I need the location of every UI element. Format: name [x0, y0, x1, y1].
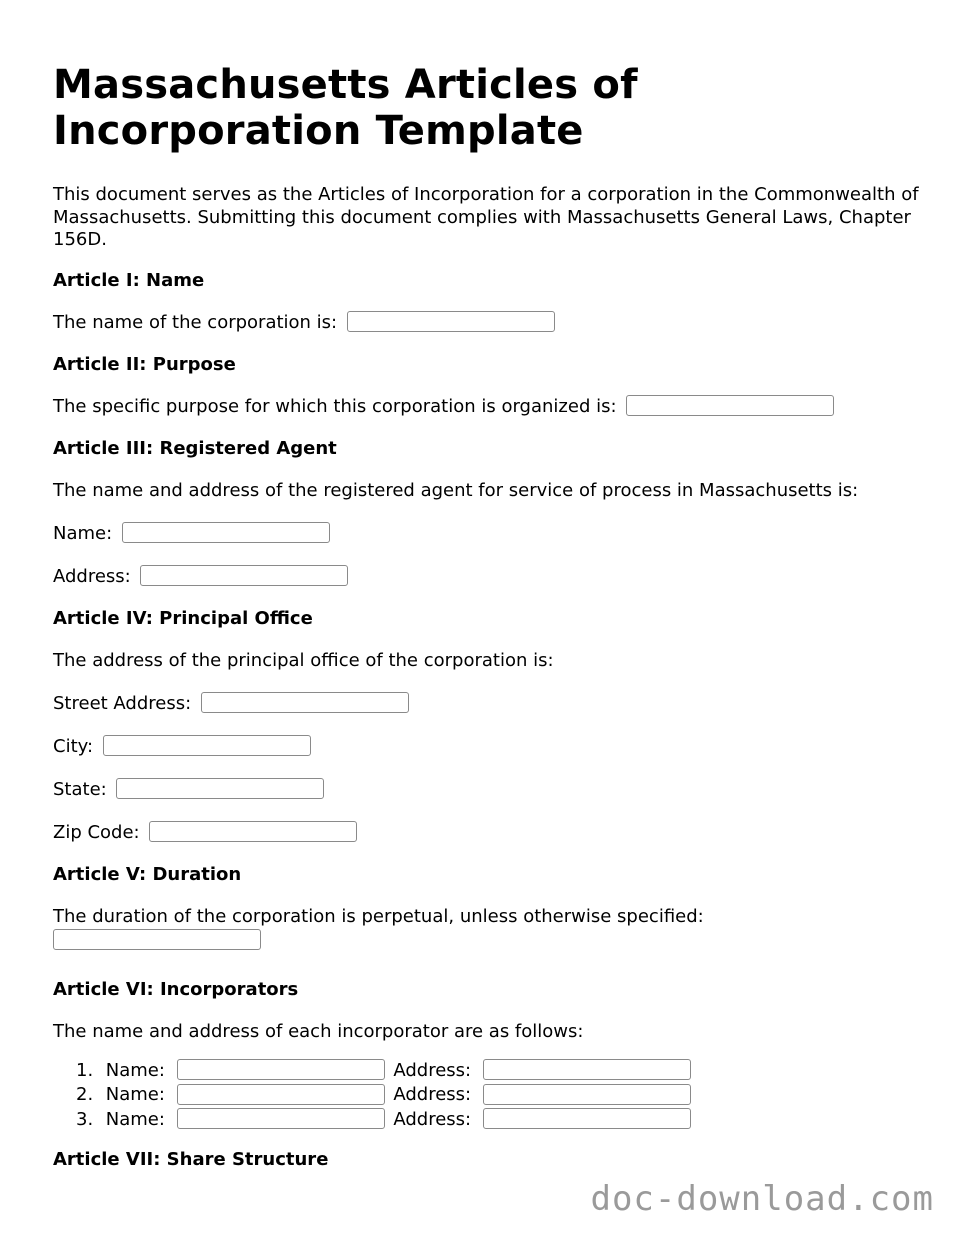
street-row — [53, 692, 923, 716]
office-text: The address of the principal office of the corporation is: — [53, 649, 554, 671]
incorporator-3-address-input[interactable] — [483, 1108, 691, 1129]
state-row — [53, 778, 923, 802]
zip-input[interactable] — [149, 821, 357, 842]
incorporator-name-label: Name: — [105, 1059, 165, 1081]
watermark: doc-download.com — [590, 1179, 934, 1219]
document-title: Massachusetts Articles of Incorporation Template — [53, 62, 638, 154]
incorporators-list — [53, 1059, 923, 1133]
street-input[interactable] — [201, 692, 409, 713]
street-label: Street Address: — [53, 692, 192, 714]
zip-row — [53, 821, 923, 845]
corporation-name-label: The name of the corporation is: — [53, 311, 338, 333]
zip-label: Zip Code: — [53, 821, 140, 843]
city-label: City: — [53, 735, 94, 757]
incorporator-number: 1. — [76, 1059, 94, 1081]
incorporator-row — [76, 1059, 923, 1084]
incorporator-address-label: Address: — [393, 1059, 472, 1081]
article-7-heading: Article VII: Share Structure — [53, 1149, 329, 1170]
state-label: State: — [53, 778, 107, 800]
agent-name-input[interactable] — [122, 522, 330, 543]
duration-input[interactable] — [53, 929, 261, 950]
corporation-name-row — [53, 311, 923, 335]
article-3-heading: Article III: Registered Agent — [53, 437, 337, 459]
incorporator-address-label: Address: — [393, 1084, 472, 1105]
agent-address-input[interactable] — [140, 565, 348, 586]
incorporator-1-name-input[interactable] — [177, 1059, 385, 1080]
state-input[interactable] — [116, 778, 324, 799]
incorporator-2-name-input[interactable] — [177, 1084, 385, 1105]
incorporator-row — [76, 1083, 923, 1108]
article-6-heading: Article VI: Incorporators — [53, 978, 299, 1000]
agent-text: The name and address of the registered agent for service of process in Massachusetts is: — [53, 479, 859, 501]
incorporator-number: 3. — [76, 1108, 94, 1130]
incorporators-text: The name and address of each incorporator are as follows: — [53, 1020, 584, 1042]
document-page — [53, 62, 923, 1190]
duration-label: The duration of the corporation is perpetual, unless otherwise specified: — [53, 905, 704, 927]
corporation-name-input[interactable] — [347, 311, 555, 332]
incorporator-row — [76, 1108, 923, 1133]
incorporator-3-name-input[interactable] — [177, 1108, 385, 1129]
article-5-heading: Article V: Duration — [53, 863, 242, 885]
incorporator-1-address-input[interactable] — [483, 1059, 691, 1080]
agent-name-label: Name: — [53, 522, 113, 544]
article-1-heading: Article I: Name — [53, 269, 205, 291]
incorporator-2-address-input[interactable] — [483, 1084, 691, 1105]
duration-row — [53, 905, 923, 951]
incorporator-address-label: Address: — [393, 1108, 472, 1130]
article-4-heading: Article IV: Principal Office — [53, 607, 313, 629]
purpose-input[interactable] — [626, 395, 834, 416]
incorporator-number: 2. — [76, 1084, 94, 1105]
incorporator-name-label: Name: — [105, 1084, 165, 1105]
intro-paragraph: This document serves as the Articles of Incorporation for a corporation in the Commonwealth of Massachusetts. Submitting this document complies with Massachusetts General Laws, Chapter 156D. — [53, 184, 919, 250]
agent-address-label: Address: — [53, 565, 131, 587]
agent-address-row — [53, 565, 923, 589]
city-input[interactable] — [103, 735, 311, 756]
incorporator-name-label: Name: — [105, 1108, 165, 1130]
agent-name-row — [53, 522, 923, 546]
city-row — [53, 735, 923, 759]
purpose-label: The specific purpose for which this corporation is organized is: — [53, 395, 617, 417]
purpose-row — [53, 395, 923, 419]
article-2-heading: Article II: Purpose — [53, 353, 236, 375]
